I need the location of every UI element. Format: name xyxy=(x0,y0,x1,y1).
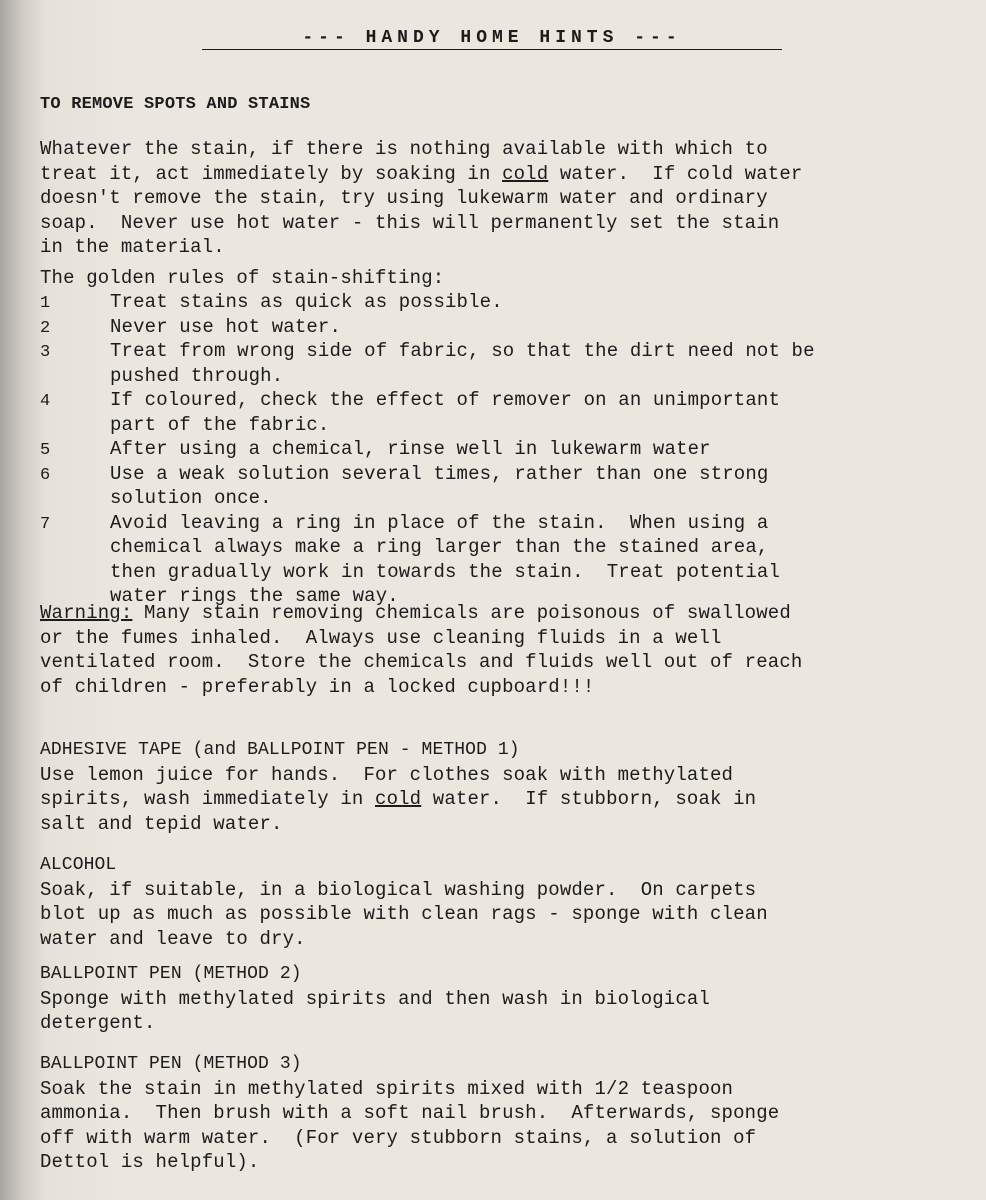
rule-item xyxy=(40,315,970,340)
intro-line: soap. Never use hot water - this will permanently set the stain xyxy=(40,211,780,234)
rule-text: If coloured, check the effect of remover on an unimportant part of the fabric. xyxy=(110,389,781,436)
rule-item xyxy=(40,511,970,609)
underlined-word: cold xyxy=(502,162,549,185)
page-title: --- HANDY HOME HINTS --- xyxy=(202,27,782,50)
intro-paragraph xyxy=(40,137,802,260)
rule-text: Treat from wrong side of fabric, so that the dirt need not be pushed through. xyxy=(110,340,815,387)
stain-line: Dettol is helpful). xyxy=(40,1151,260,1173)
line-segment: water. If cold water xyxy=(548,162,803,185)
stain-section xyxy=(40,962,710,1036)
intro-line: doesn't remove the stain, try using lukewarm water and ordinary xyxy=(40,187,768,209)
line-segment: spirits, wash immediately in xyxy=(40,788,376,810)
golden-rules-heading: The golden rules of stain-shifting: xyxy=(40,267,445,289)
stain-line: water and leave to dry. xyxy=(40,927,306,950)
stain-section xyxy=(40,1052,779,1175)
rule-item xyxy=(40,290,970,315)
stain-heading: BALLPOINT PEN (METHOD 3) xyxy=(40,1054,302,1074)
rule-item xyxy=(40,388,970,437)
rule-text: Use a weak solution several times, rather than one strong solution once. xyxy=(110,462,769,509)
warning-line: of children - preferably in a locked cupboard!!! xyxy=(40,675,595,698)
stain-line: off with warm water. (For very stubborn stains, a solution of xyxy=(40,1126,757,1149)
stain-body xyxy=(40,763,756,837)
rule-item xyxy=(40,339,970,388)
stain-line: Soak, if suitable, in a biological washing powder. On carpets xyxy=(40,878,757,901)
stain-heading: ALCOHOL xyxy=(40,855,117,875)
warning-line xyxy=(40,601,802,626)
warning-paragraph xyxy=(40,601,802,699)
stain-heading: ADHESIVE TAPE (and BALLPOINT PEN - METHOD 1) xyxy=(40,740,520,760)
rule-number: 5 xyxy=(40,441,51,460)
stain-line: ammonia. Then brush with a soft nail brush. Afterwards, sponge xyxy=(40,1102,780,1124)
stain-section xyxy=(40,738,756,836)
stain-section xyxy=(40,853,768,951)
intro-line: Whatever the stain, if there is nothing available with which to xyxy=(40,138,768,160)
rule-text: After using a chemical, rinse well in lukewarm water xyxy=(110,438,711,460)
warning-text: Many stain removing chemicals are poisonous of swallowed xyxy=(132,602,791,624)
rule-number: 4 xyxy=(40,392,51,411)
intro-line xyxy=(40,162,802,187)
rule-number: 7 xyxy=(40,514,51,534)
stain-line: Sponge with methylated spirits and then wash in biological xyxy=(40,987,711,1010)
section-heading: TO REMOVE SPOTS AND STAINS xyxy=(40,95,311,114)
stain-body xyxy=(40,987,710,1036)
stain-line: salt and tepid water. xyxy=(40,812,283,835)
stain-line: blot up as much as possible with clean rags - sponge with clean xyxy=(40,903,768,925)
rule-item xyxy=(40,462,970,511)
rule-number: 6 xyxy=(40,465,51,485)
stain-heading: BALLPOINT PEN (METHOD 2) xyxy=(40,964,302,984)
line-segment: water. If stubborn, soak in xyxy=(421,788,757,810)
stain-line xyxy=(40,787,756,812)
rule-number: 1 xyxy=(40,294,51,313)
rule-number: 2 xyxy=(40,318,51,338)
warning-line: or the fumes inhaled. Always use cleaning fluids in a well xyxy=(40,626,722,649)
rule-number: 3 xyxy=(40,343,51,362)
intro-line: in the material. xyxy=(40,236,225,258)
stain-body xyxy=(40,1077,779,1175)
stain-line: Use lemon juice for hands. For clothes soak with methylated xyxy=(40,763,734,786)
golden-rules-list xyxy=(40,290,970,609)
rule-text: Never use hot water. xyxy=(110,315,342,338)
warning-label: Warning: xyxy=(40,602,133,624)
warning-line: ventilated room. Store the chemicals and fluids well out of reach xyxy=(40,651,803,673)
stain-body xyxy=(40,878,768,952)
stain-line: Soak the stain in methylated spirits mixed with 1/2 teaspoon xyxy=(40,1077,734,1100)
rule-text: Treat stains as quick as possible. xyxy=(110,291,503,313)
line-segment: treat it, act immediately by soaking in xyxy=(40,162,503,185)
rule-text: Avoid leaving a ring in place of the stain. When using a chemical always make a ring larger than the stained area, then gradually work in towards the stain. Treat potential water rings the same way. xyxy=(110,511,781,607)
stain-line: detergent. xyxy=(40,1012,156,1034)
rule-item xyxy=(40,437,970,462)
underlined-word: cold xyxy=(375,788,422,810)
